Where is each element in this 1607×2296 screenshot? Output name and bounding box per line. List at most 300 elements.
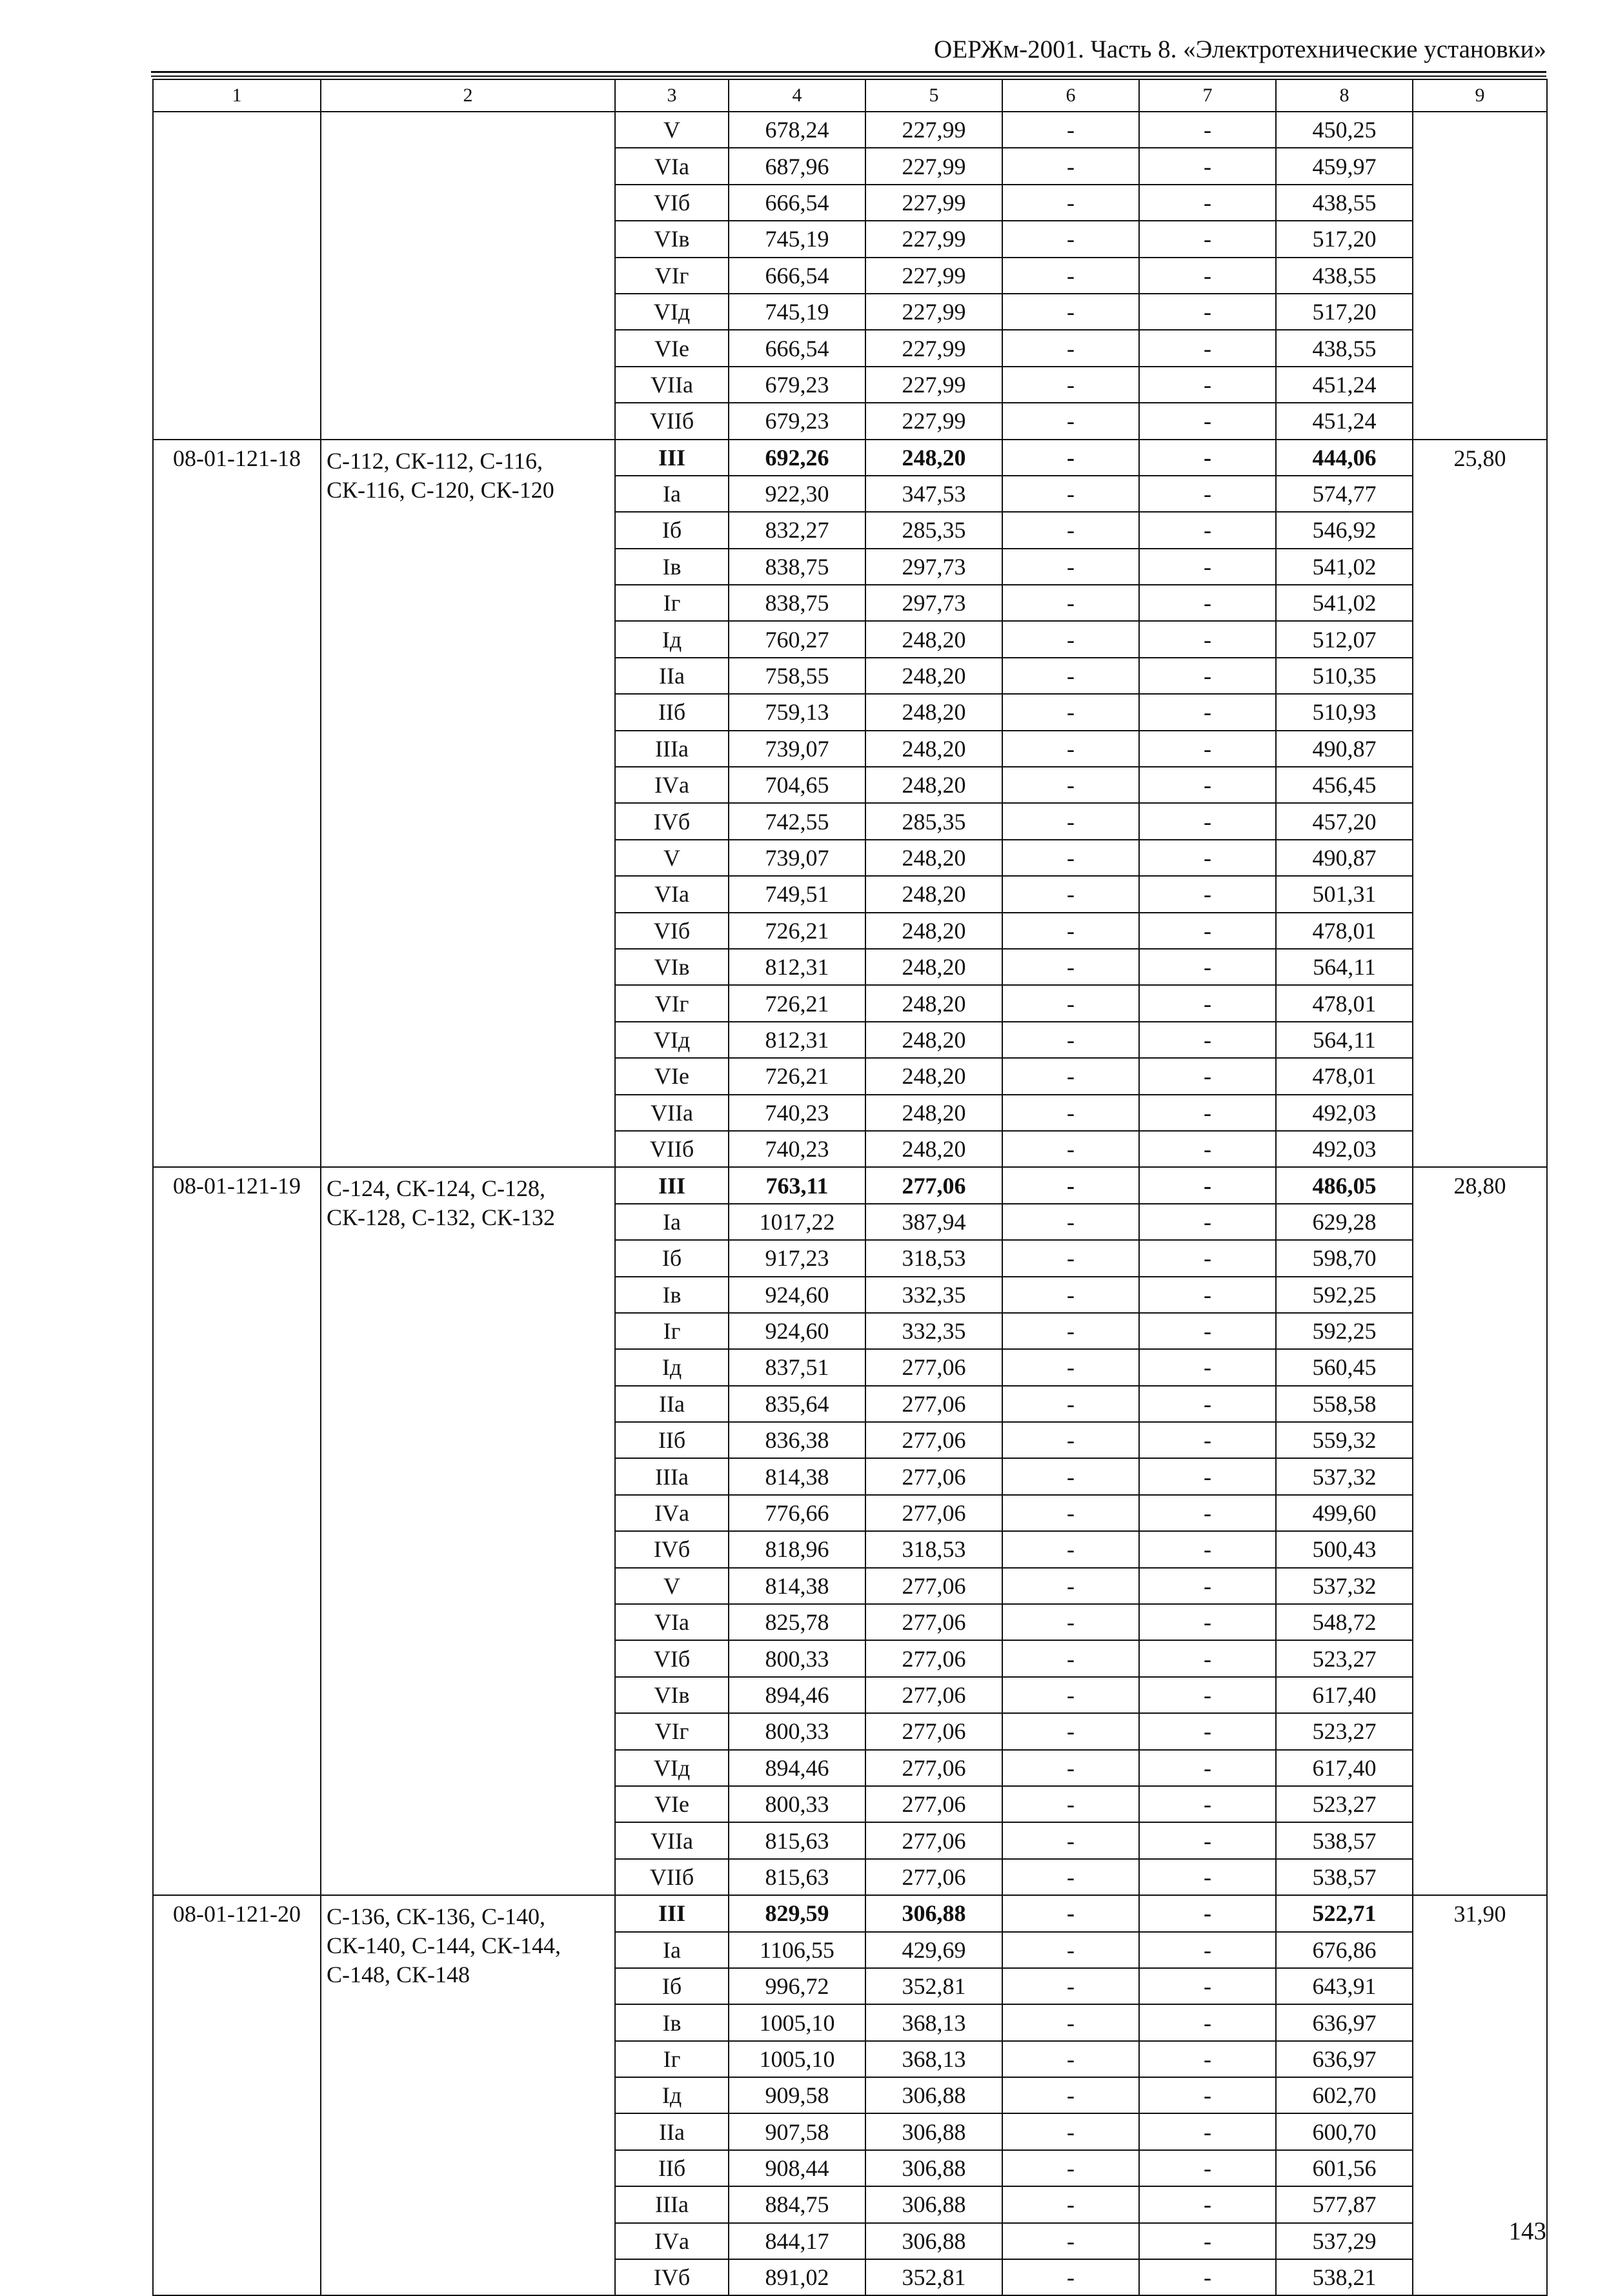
value-cell: - <box>1139 2259 1276 2295</box>
value-cell: 666,54 <box>729 330 865 366</box>
value-cell: 248,20 <box>865 913 1002 949</box>
value-cell: 347,53 <box>865 476 1002 512</box>
value-cell: - <box>1002 148 1139 184</box>
value-cell: 836,38 <box>729 1422 865 1458</box>
value-cell: 451,24 <box>1276 403 1413 439</box>
value-cell: 285,35 <box>865 512 1002 548</box>
value-cell: 909,58 <box>729 2077 865 2113</box>
category-cell: IVа <box>615 767 729 803</box>
category-cell: V <box>615 1568 729 1604</box>
table-row-summary <box>153 1895 1547 1931</box>
value-cell: 227,99 <box>865 221 1002 257</box>
value-cell: - <box>1002 1422 1139 1458</box>
value-cell: - <box>1002 221 1139 257</box>
value-cell: 277,06 <box>865 1568 1002 1604</box>
value-cell: - <box>1139 476 1276 512</box>
category-cell: Iв <box>615 2004 729 2040</box>
value-cell: - <box>1139 1204 1276 1240</box>
value-cell: - <box>1139 221 1276 257</box>
running-header: ОЕРЖм-2001. Часть 8. «Электротехнические установки» <box>934 36 1546 63</box>
value-cell: 891,02 <box>729 2259 865 2295</box>
value-cell: 776,66 <box>729 1495 865 1531</box>
value-cell: 277,06 <box>865 1422 1002 1458</box>
value-cell: - <box>1139 1895 1276 1931</box>
value-cell: - <box>1139 803 1276 839</box>
value-cell: - <box>1002 2150 1139 2186</box>
category-cell: Iб <box>615 1968 729 2004</box>
category-cell: Iа <box>615 1204 729 1240</box>
category-cell: VIIб <box>615 1131 729 1167</box>
value-cell: 559,32 <box>1276 1422 1413 1458</box>
category-cell: Iб <box>615 1240 729 1276</box>
value-cell: - <box>1002 1095 1139 1131</box>
category-cell: Iд <box>615 1349 729 1385</box>
value-cell: - <box>1002 1968 1139 2004</box>
category-cell: IIа <box>615 2113 729 2149</box>
value-cell: 832,27 <box>729 512 865 548</box>
value-cell: 510,35 <box>1276 658 1413 694</box>
value-cell: - <box>1139 1859 1276 1895</box>
value-cell: - <box>1139 1022 1276 1058</box>
value-cell: 318,53 <box>865 1531 1002 1567</box>
value-cell: - <box>1139 294 1276 330</box>
value-cell: 444,06 <box>1276 440 1413 476</box>
value-cell: - <box>1002 1495 1139 1531</box>
value-cell: - <box>1002 1677 1139 1713</box>
rate-code: 08-01-121-19 <box>153 1167 321 1895</box>
value-cell: 745,19 <box>729 294 865 330</box>
category-cell: Iа <box>615 1932 729 1968</box>
value-cell: - <box>1139 148 1276 184</box>
value-cell: - <box>1002 731 1139 767</box>
value-cell: 277,06 <box>865 1458 1002 1494</box>
value-cell: 600,70 <box>1276 2113 1413 2149</box>
value-cell: - <box>1139 585 1276 621</box>
category-cell: Iв <box>615 549 729 585</box>
category-cell: VIд <box>615 1022 729 1058</box>
value-cell: 739,07 <box>729 731 865 767</box>
value-cell: - <box>1139 1968 1276 2004</box>
value-cell: 814,38 <box>729 1568 865 1604</box>
value-cell: - <box>1002 2223 1139 2259</box>
value-cell: 636,97 <box>1276 2041 1413 2077</box>
value-cell: - <box>1002 476 1139 512</box>
value-cell: - <box>1139 1058 1276 1094</box>
value-cell: - <box>1139 913 1276 949</box>
value-cell: - <box>1002 185 1139 221</box>
value-cell: 457,20 <box>1276 803 1413 839</box>
value-cell: - <box>1139 694 1276 730</box>
value-cell: 248,20 <box>865 840 1002 876</box>
value-cell: - <box>1139 840 1276 876</box>
value-cell: - <box>1139 2004 1276 2040</box>
category-cell: IIа <box>615 658 729 694</box>
value-cell: 248,20 <box>865 731 1002 767</box>
value-cell: 812,31 <box>729 1022 865 1058</box>
value-cell: 907,58 <box>729 2113 865 2149</box>
column-number: 4 <box>729 79 865 112</box>
value-cell: - <box>1139 1713 1276 1749</box>
value-cell: 306,88 <box>865 2113 1002 2149</box>
value-cell: 277,06 <box>865 1750 1002 1786</box>
value-cell: 592,25 <box>1276 1313 1413 1349</box>
value-cell: - <box>1139 2077 1276 2113</box>
value-cell: - <box>1002 985 1139 1021</box>
value-cell: 749,51 <box>729 876 865 912</box>
value-cell: - <box>1139 1131 1276 1167</box>
value-cell: 517,20 <box>1276 294 1413 330</box>
value-cell: - <box>1139 2113 1276 2149</box>
value-cell: - <box>1139 949 1276 985</box>
category-cell: Iд <box>615 621 729 657</box>
value-cell: 277,06 <box>865 1859 1002 1895</box>
rate-code: 08-01-121-18 <box>153 440 321 1168</box>
column-number: 6 <box>1002 79 1139 112</box>
value-cell: - <box>1139 1568 1276 1604</box>
value-cell: 522,71 <box>1276 1895 1413 1931</box>
value-cell: 486,05 <box>1276 1167 1413 1203</box>
value-cell: - <box>1002 2259 1139 2295</box>
value-cell: 629,28 <box>1276 1204 1413 1240</box>
value-cell: - <box>1139 985 1276 1021</box>
value-cell: - <box>1002 658 1139 694</box>
value-cell: 574,77 <box>1276 476 1413 512</box>
value-cell: 546,92 <box>1276 512 1413 548</box>
value-cell: - <box>1139 1531 1276 1567</box>
value-cell: 636,97 <box>1276 2004 1413 2040</box>
value-cell: 277,06 <box>865 1495 1002 1531</box>
value-cell: - <box>1002 258 1139 294</box>
category-cell: IVа <box>615 2223 729 2259</box>
page-number: 143 <box>1508 2217 1546 2245</box>
value-cell: 523,27 <box>1276 1713 1413 1749</box>
value-cell: - <box>1002 840 1139 876</box>
value-cell: 598,70 <box>1276 1240 1413 1276</box>
category-cell: IIа <box>615 1386 729 1422</box>
value-cell: 1005,10 <box>729 2004 865 2040</box>
column-number: 1 <box>153 79 321 112</box>
value-cell: - <box>1139 876 1276 912</box>
value-cell: 285,35 <box>865 803 1002 839</box>
category-cell: VIг <box>615 1713 729 1749</box>
value-cell: - <box>1139 1822 1276 1858</box>
value-cell: 517,20 <box>1276 221 1413 257</box>
value-cell: 592,25 <box>1276 1277 1413 1313</box>
header-rule <box>151 71 1546 73</box>
category-cell: VIIа <box>615 367 729 403</box>
category-cell: IVа <box>615 1495 729 1531</box>
value-cell: 922,30 <box>729 476 865 512</box>
value-cell: - <box>1002 2004 1139 2040</box>
value-cell: - <box>1139 1240 1276 1276</box>
value-cell: 429,69 <box>865 1932 1002 1968</box>
value-cell: 248,20 <box>865 1058 1002 1094</box>
value-cell: 459,97 <box>1276 148 1413 184</box>
value-cell: 352,81 <box>865 2259 1002 2295</box>
value-cell: 277,06 <box>865 1386 1002 1422</box>
value-cell: 666,54 <box>729 258 865 294</box>
category-cell: VIв <box>615 1677 729 1713</box>
value-cell: - <box>1139 1277 1276 1313</box>
value-cell: - <box>1139 731 1276 767</box>
category-cell: VIIа <box>615 1095 729 1131</box>
value-cell: 451,24 <box>1276 367 1413 403</box>
value-cell: - <box>1139 258 1276 294</box>
value-cell: 800,33 <box>729 1713 865 1749</box>
value-cell: 492,03 <box>1276 1095 1413 1131</box>
value-cell: - <box>1002 1058 1139 1094</box>
category-cell: IIб <box>615 1422 729 1458</box>
category-cell: IVб <box>615 2259 729 2295</box>
value-cell: 837,51 <box>729 1349 865 1385</box>
category-cell: VIд <box>615 294 729 330</box>
value-cell: 248,20 <box>865 767 1002 803</box>
value-cell: 227,99 <box>865 258 1002 294</box>
value-cell: 538,21 <box>1276 2259 1413 2295</box>
value-cell: 248,20 <box>865 1131 1002 1167</box>
value-cell: 438,55 <box>1276 330 1413 366</box>
col9-value: 25,80 <box>1413 440 1547 1168</box>
value-cell: 248,20 <box>865 440 1002 476</box>
value-cell: - <box>1139 2186 1276 2222</box>
value-cell: 558,58 <box>1276 1386 1413 1422</box>
value-cell: 818,96 <box>729 1531 865 1567</box>
value-cell: 277,06 <box>865 1349 1002 1385</box>
value-cell: 306,88 <box>865 2223 1002 2259</box>
value-cell: - <box>1139 658 1276 694</box>
value-cell: 277,06 <box>865 1640 1002 1676</box>
value-cell: - <box>1139 1932 1276 1968</box>
value-cell: - <box>1139 1422 1276 1458</box>
value-cell: - <box>1002 1822 1139 1858</box>
category-cell: III <box>615 1895 729 1931</box>
rates-table <box>152 79 1548 2296</box>
value-cell: 277,06 <box>865 1604 1002 1640</box>
value-cell: 332,35 <box>865 1277 1002 1313</box>
value-cell: 368,13 <box>865 2004 1002 2040</box>
value-cell: - <box>1139 621 1276 657</box>
value-cell: - <box>1002 1204 1139 1240</box>
value-cell: 501,31 <box>1276 876 1413 912</box>
value-cell: - <box>1002 1131 1139 1167</box>
value-cell: 499,60 <box>1276 1495 1413 1531</box>
value-cell: 908,44 <box>729 2150 865 2186</box>
value-cell: 745,19 <box>729 221 865 257</box>
value-cell: - <box>1139 1095 1276 1131</box>
equipment-names: С-124, СК-124, С-128, СК-128, С-132, СК-132 <box>321 1167 615 1895</box>
value-cell: 512,07 <box>1276 621 1413 657</box>
value-cell: - <box>1139 1677 1276 1713</box>
value-cell: 248,20 <box>865 694 1002 730</box>
value-cell: - <box>1002 1932 1139 1968</box>
value-cell: - <box>1002 549 1139 585</box>
value-cell: 692,26 <box>729 440 865 476</box>
value-cell: 617,40 <box>1276 1677 1413 1713</box>
value-cell: - <box>1002 2077 1139 2113</box>
table-body <box>153 112 1547 2295</box>
value-cell: - <box>1139 1495 1276 1531</box>
value-cell: 492,03 <box>1276 1131 1413 1167</box>
category-cell: IIIа <box>615 1458 729 1494</box>
value-cell: 838,75 <box>729 549 865 585</box>
value-cell: - <box>1002 1750 1139 1786</box>
value-cell: - <box>1139 1604 1276 1640</box>
value-cell: 306,88 <box>865 1895 1002 1931</box>
value-cell: - <box>1002 876 1139 912</box>
value-cell: 248,20 <box>865 949 1002 985</box>
value-cell: 800,33 <box>729 1640 865 1676</box>
category-cell: Iа <box>615 476 729 512</box>
value-cell: 541,02 <box>1276 585 1413 621</box>
value-cell: 917,23 <box>729 1240 865 1276</box>
value-cell: 1017,22 <box>729 1204 865 1240</box>
value-cell: 227,99 <box>865 112 1002 148</box>
value-cell: 835,64 <box>729 1386 865 1422</box>
value-cell: 739,07 <box>729 840 865 876</box>
value-cell: 726,21 <box>729 913 865 949</box>
value-cell: - <box>1139 2041 1276 2077</box>
value-cell: - <box>1002 330 1139 366</box>
value-cell: 564,11 <box>1276 949 1413 985</box>
value-cell: - <box>1002 1859 1139 1895</box>
value-cell: 523,27 <box>1276 1786 1413 1822</box>
category-cell: VIб <box>615 1640 729 1676</box>
value-cell: 450,25 <box>1276 112 1413 148</box>
value-cell: - <box>1139 1458 1276 1494</box>
value-cell: 297,73 <box>865 549 1002 585</box>
value-cell: 643,91 <box>1276 1968 1413 2004</box>
category-cell: VIа <box>615 148 729 184</box>
value-cell: 829,59 <box>729 1895 865 1931</box>
value-cell: 387,94 <box>865 1204 1002 1240</box>
value-cell: 740,23 <box>729 1095 865 1131</box>
value-cell: 537,32 <box>1276 1568 1413 1604</box>
value-cell: 227,99 <box>865 367 1002 403</box>
value-cell: 537,32 <box>1276 1458 1413 1494</box>
value-cell: - <box>1002 1240 1139 1276</box>
value-cell: - <box>1002 1022 1139 1058</box>
column-number: 7 <box>1139 79 1276 112</box>
category-cell: VIIб <box>615 1859 729 1895</box>
value-cell: 704,65 <box>729 767 865 803</box>
value-cell: - <box>1139 185 1276 221</box>
category-cell: VIб <box>615 185 729 221</box>
equipment-names: С-112, СК-112, С-116, СК-116, С-120, СК-120 <box>321 440 615 1168</box>
value-cell: 248,20 <box>865 1095 1002 1131</box>
category-cell: VIд <box>615 1750 729 1786</box>
column-number: 5 <box>865 79 1002 112</box>
equipment-names: С-136, СК-136, С-140, СК-140, С-144, СК-144, С-148, СК-148 <box>321 1895 615 2295</box>
category-cell: Iд <box>615 2077 729 2113</box>
value-cell: 523,27 <box>1276 1640 1413 1676</box>
value-cell: - <box>1139 2223 1276 2259</box>
header-rule-thin <box>151 76 1546 77</box>
value-cell: 679,23 <box>729 367 865 403</box>
value-cell: 726,21 <box>729 1058 865 1094</box>
value-cell: - <box>1139 1786 1276 1822</box>
value-cell: - <box>1002 1786 1139 1822</box>
category-cell: VIе <box>615 1058 729 1094</box>
value-cell: 538,57 <box>1276 1822 1413 1858</box>
value-cell: 548,72 <box>1276 1604 1413 1640</box>
value-cell: 815,63 <box>729 1822 865 1858</box>
value-cell: 478,01 <box>1276 1058 1413 1094</box>
category-cell: V <box>615 112 729 148</box>
value-cell: - <box>1002 512 1139 548</box>
value-cell: 490,87 <box>1276 840 1413 876</box>
category-cell: IIIа <box>615 731 729 767</box>
value-cell: - <box>1139 1349 1276 1385</box>
value-cell: 318,53 <box>865 1240 1002 1276</box>
value-cell: 726,21 <box>729 985 865 1021</box>
value-cell: 490,87 <box>1276 731 1413 767</box>
value-cell: - <box>1002 403 1139 439</box>
value-cell: 306,88 <box>865 2186 1002 2222</box>
value-cell: 277,06 <box>865 1786 1002 1822</box>
value-cell: - <box>1139 549 1276 585</box>
value-cell: 277,06 <box>865 1713 1002 1749</box>
category-cell: IVб <box>615 803 729 839</box>
value-cell: - <box>1139 1167 1276 1203</box>
value-cell: - <box>1139 1640 1276 1676</box>
value-cell: - <box>1002 1895 1139 1931</box>
value-cell: 297,73 <box>865 585 1002 621</box>
value-cell: - <box>1139 440 1276 476</box>
value-cell: 332,35 <box>865 1313 1002 1349</box>
category-cell: IVб <box>615 1531 729 1567</box>
value-cell: 438,55 <box>1276 185 1413 221</box>
value-cell: 478,01 <box>1276 985 1413 1021</box>
value-cell: 1005,10 <box>729 2041 865 2077</box>
category-cell: VIе <box>615 330 729 366</box>
value-cell: 277,06 <box>865 1167 1002 1203</box>
value-cell: 227,99 <box>865 185 1002 221</box>
value-cell: 227,99 <box>865 403 1002 439</box>
value-cell: - <box>1002 1349 1139 1385</box>
value-cell: - <box>1002 767 1139 803</box>
value-cell: 510,93 <box>1276 694 1413 730</box>
value-cell: 758,55 <box>729 658 865 694</box>
category-cell: VIб <box>615 913 729 949</box>
value-cell: 1106,55 <box>729 1932 865 1968</box>
value-cell: 277,06 <box>865 1677 1002 1713</box>
value-cell: 352,81 <box>865 1968 1002 2004</box>
value-cell: 838,75 <box>729 585 865 621</box>
value-cell: 884,75 <box>729 2186 865 2222</box>
value-cell: 541,02 <box>1276 549 1413 585</box>
value-cell: 814,38 <box>729 1458 865 1494</box>
column-number: 2 <box>321 79 615 112</box>
category-cell: Iг <box>615 585 729 621</box>
value-cell: 742,55 <box>729 803 865 839</box>
category-cell: III <box>615 440 729 476</box>
category-cell: IIб <box>615 2150 729 2186</box>
value-cell: 537,29 <box>1276 2223 1413 2259</box>
value-cell: 687,96 <box>729 148 865 184</box>
value-cell: 438,55 <box>1276 258 1413 294</box>
name-cell-empty <box>321 112 615 440</box>
value-cell: - <box>1139 367 1276 403</box>
value-cell: 996,72 <box>729 1968 865 2004</box>
value-cell: 825,78 <box>729 1604 865 1640</box>
category-cell: Iб <box>615 512 729 548</box>
table-row-summary <box>153 440 1547 476</box>
value-cell: - <box>1002 440 1139 476</box>
value-cell: 924,60 <box>729 1277 865 1313</box>
value-cell: 815,63 <box>729 1859 865 1895</box>
value-cell: - <box>1002 367 1139 403</box>
column-number-row <box>153 79 1547 112</box>
